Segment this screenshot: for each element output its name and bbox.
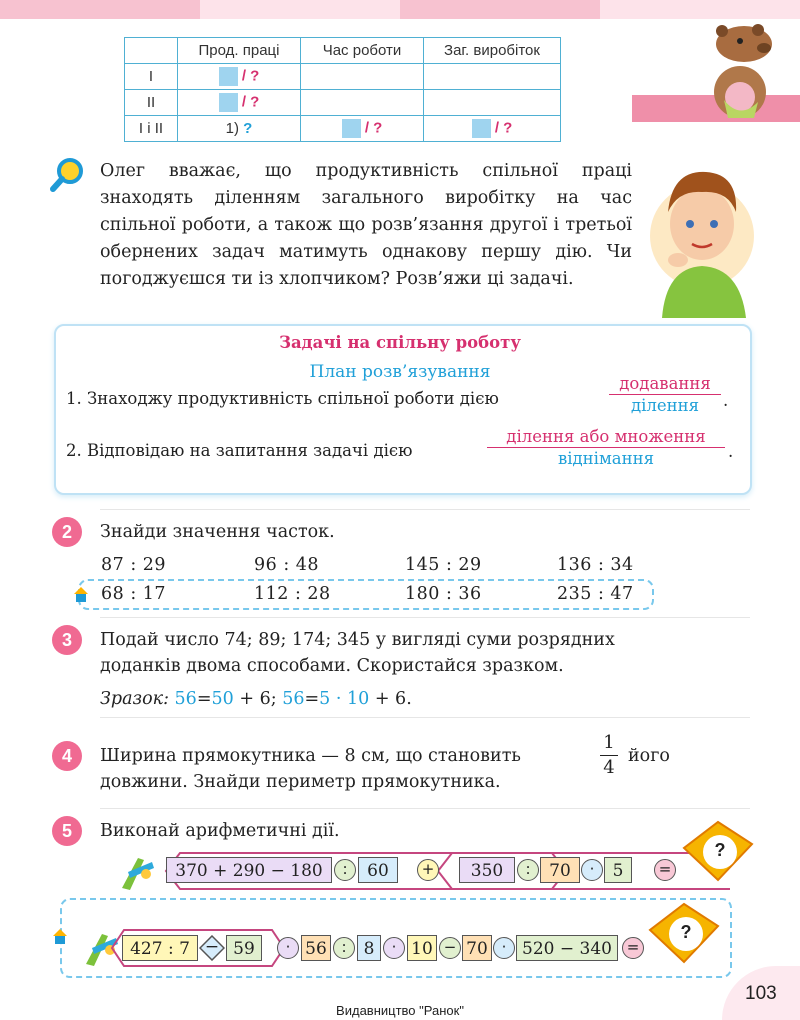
sample-op: = (196, 689, 212, 709)
division-expr: 145 : 29 (405, 555, 482, 575)
plan-step-1: 1. Знаходжу продуктивність спільної роботи дією (66, 389, 499, 408)
divider (100, 617, 750, 618)
sample-op: = (304, 689, 320, 709)
chain-answer-question: ? (680, 922, 692, 942)
sample-number: 50 (211, 689, 234, 709)
cell-prefix: 1) (225, 120, 239, 137)
house-icon (73, 586, 89, 604)
table-cell (178, 116, 301, 142)
table-cell (178, 90, 301, 116)
task3-text: Подай число 74; 89; 174; 345 у вигляді суми розрядних доданків двома способами. Скористайся зразком. (100, 630, 615, 676)
sample-number: 56 (282, 689, 305, 709)
chain-expression: 370 + 290 − 180 (166, 857, 332, 883)
period: . (723, 391, 729, 410)
sample-line (100, 686, 412, 712)
op-circle: · (581, 859, 603, 881)
divider (100, 808, 750, 809)
division-expr: 96 : 48 (254, 555, 320, 575)
top-bar-segment (200, 0, 400, 19)
task5-text: Виконай арифметичні дії. (100, 821, 340, 841)
equals-circle: = (654, 859, 676, 881)
table-row (125, 64, 561, 90)
answer-box (342, 119, 361, 138)
table-row (125, 90, 561, 116)
division-expr: 235 : 47 (557, 584, 634, 604)
chain-number: 10 (407, 935, 437, 961)
divider (100, 509, 750, 510)
chain-number: 8 (357, 935, 381, 961)
division-expr: 87 : 29 (101, 555, 167, 575)
cell-question: / ? (494, 119, 513, 137)
cell-question: / ? (241, 93, 260, 111)
diamond-op: − (204, 937, 220, 957)
top-bar-segment (400, 0, 600, 19)
division-expr: 180 : 36 (405, 584, 482, 604)
task2-text: Знайди значення часток. (100, 522, 335, 542)
table-row (125, 116, 561, 142)
fraction-denominator: 4 (603, 757, 615, 778)
table-header: Прод. праці (178, 38, 301, 64)
table-cell (424, 90, 561, 116)
fraction-bottom-option: віднімання (557, 449, 655, 468)
task-number-badge: 2 (52, 517, 82, 547)
table-cell (301, 64, 424, 90)
publisher-footer: Видавництво "Ранок" (336, 1003, 464, 1018)
op-circle: · (493, 937, 515, 959)
chain-number: 56 (301, 935, 331, 961)
op-circle: · (277, 937, 299, 959)
table-header: Заг. виробіток (424, 38, 561, 64)
row-label: I (125, 64, 178, 90)
plan-title: Задачі на спільну роботу (279, 333, 521, 352)
table-header: Час роботи (301, 38, 424, 64)
sample-number: 5 · 10 (319, 689, 370, 709)
task4-text-1: Ширина прямокутника — 8 см, що становить (100, 746, 521, 766)
plan-step-1-fraction (609, 374, 721, 415)
divider (100, 717, 750, 718)
plan-subtitle: План розв’язування (309, 362, 491, 382)
capybara-mascot-icon (700, 22, 780, 122)
magnifier-icon (50, 157, 84, 193)
task4-text-2: його (628, 746, 670, 766)
division-expr: 68 : 17 (101, 584, 167, 604)
plan-step-2: 2. Відповідаю на запитання задачі дією (66, 441, 413, 460)
top-decor-bar (0, 0, 800, 19)
fraction (600, 731, 618, 780)
top-bar-segment (600, 0, 800, 19)
page-number: 103 (745, 983, 777, 1004)
table-header-row (125, 38, 561, 64)
chain-number: 59 (226, 935, 262, 961)
chain-answer-question: ? (714, 840, 726, 860)
fraction-top-option: ділення або множення (487, 427, 725, 448)
table-cell (301, 116, 424, 142)
task-number-badge: 4 (52, 741, 82, 771)
op-circle: + (417, 859, 439, 881)
op-circle: : (517, 859, 539, 881)
task-number-badge: 5 (52, 816, 82, 846)
cell-question: / ? (241, 67, 260, 85)
fraction-top-option: додавання (609, 374, 721, 395)
sample-label: Зразок: (100, 689, 169, 709)
top-bar-segment (0, 0, 200, 19)
task4-text-3: довжини. Знайди периметр прямокутника. (100, 772, 501, 792)
table-cell (424, 64, 561, 90)
answer-box (219, 93, 238, 112)
table-cell (178, 64, 301, 90)
answer-box (219, 67, 238, 86)
table-header (125, 38, 178, 64)
table-cell (424, 116, 561, 142)
plan-step-2-fraction (487, 427, 725, 468)
fraction-bottom-option: ділення (630, 396, 700, 415)
chain-expression: 427 : 7 (122, 935, 198, 961)
sample-rest: + 6; (239, 689, 277, 709)
chain-number: 350 (459, 857, 515, 883)
boy-illustration-icon (648, 150, 756, 318)
op-circle: : (334, 859, 356, 881)
chain-expression: 520 − 340 (516, 935, 618, 961)
sample-number: 56 (174, 689, 197, 709)
equals-circle: = (622, 937, 644, 959)
row-label: I і II (125, 116, 178, 142)
sample-rest: + 6. (374, 689, 412, 709)
task-number-badge: 3 (52, 625, 82, 655)
op-circle: · (383, 937, 405, 959)
productivity-table (124, 37, 561, 142)
chain-number: 70 (462, 935, 492, 961)
cell-question: ? (243, 120, 253, 137)
op-circle: : (333, 937, 355, 959)
fraction-numerator: 1 (600, 731, 618, 756)
table-cell (301, 90, 424, 116)
division-expr: 112 : 28 (254, 584, 331, 604)
period: . (728, 442, 734, 461)
chain-number: 70 (540, 857, 580, 883)
answer-box (472, 119, 491, 138)
house-icon (52, 928, 68, 946)
division-expr: 136 : 34 (557, 555, 634, 575)
op-circle: − (439, 937, 461, 959)
chain-number: 60 (358, 857, 398, 883)
row-label: II (125, 90, 178, 116)
oleg-paragraph: Олег вважає, що продуктивність спільної праці знаходять діленням загального виробітку на час спільної роботи, а також що розв’язання другої і третьої обернених задач матимуть однакову першу дію. Чи погоджуєшся ти із хлопчиком? Розв’яжи ці задачі. (100, 161, 632, 289)
chain-number: 5 (604, 857, 632, 883)
cell-question: / ? (364, 119, 383, 137)
